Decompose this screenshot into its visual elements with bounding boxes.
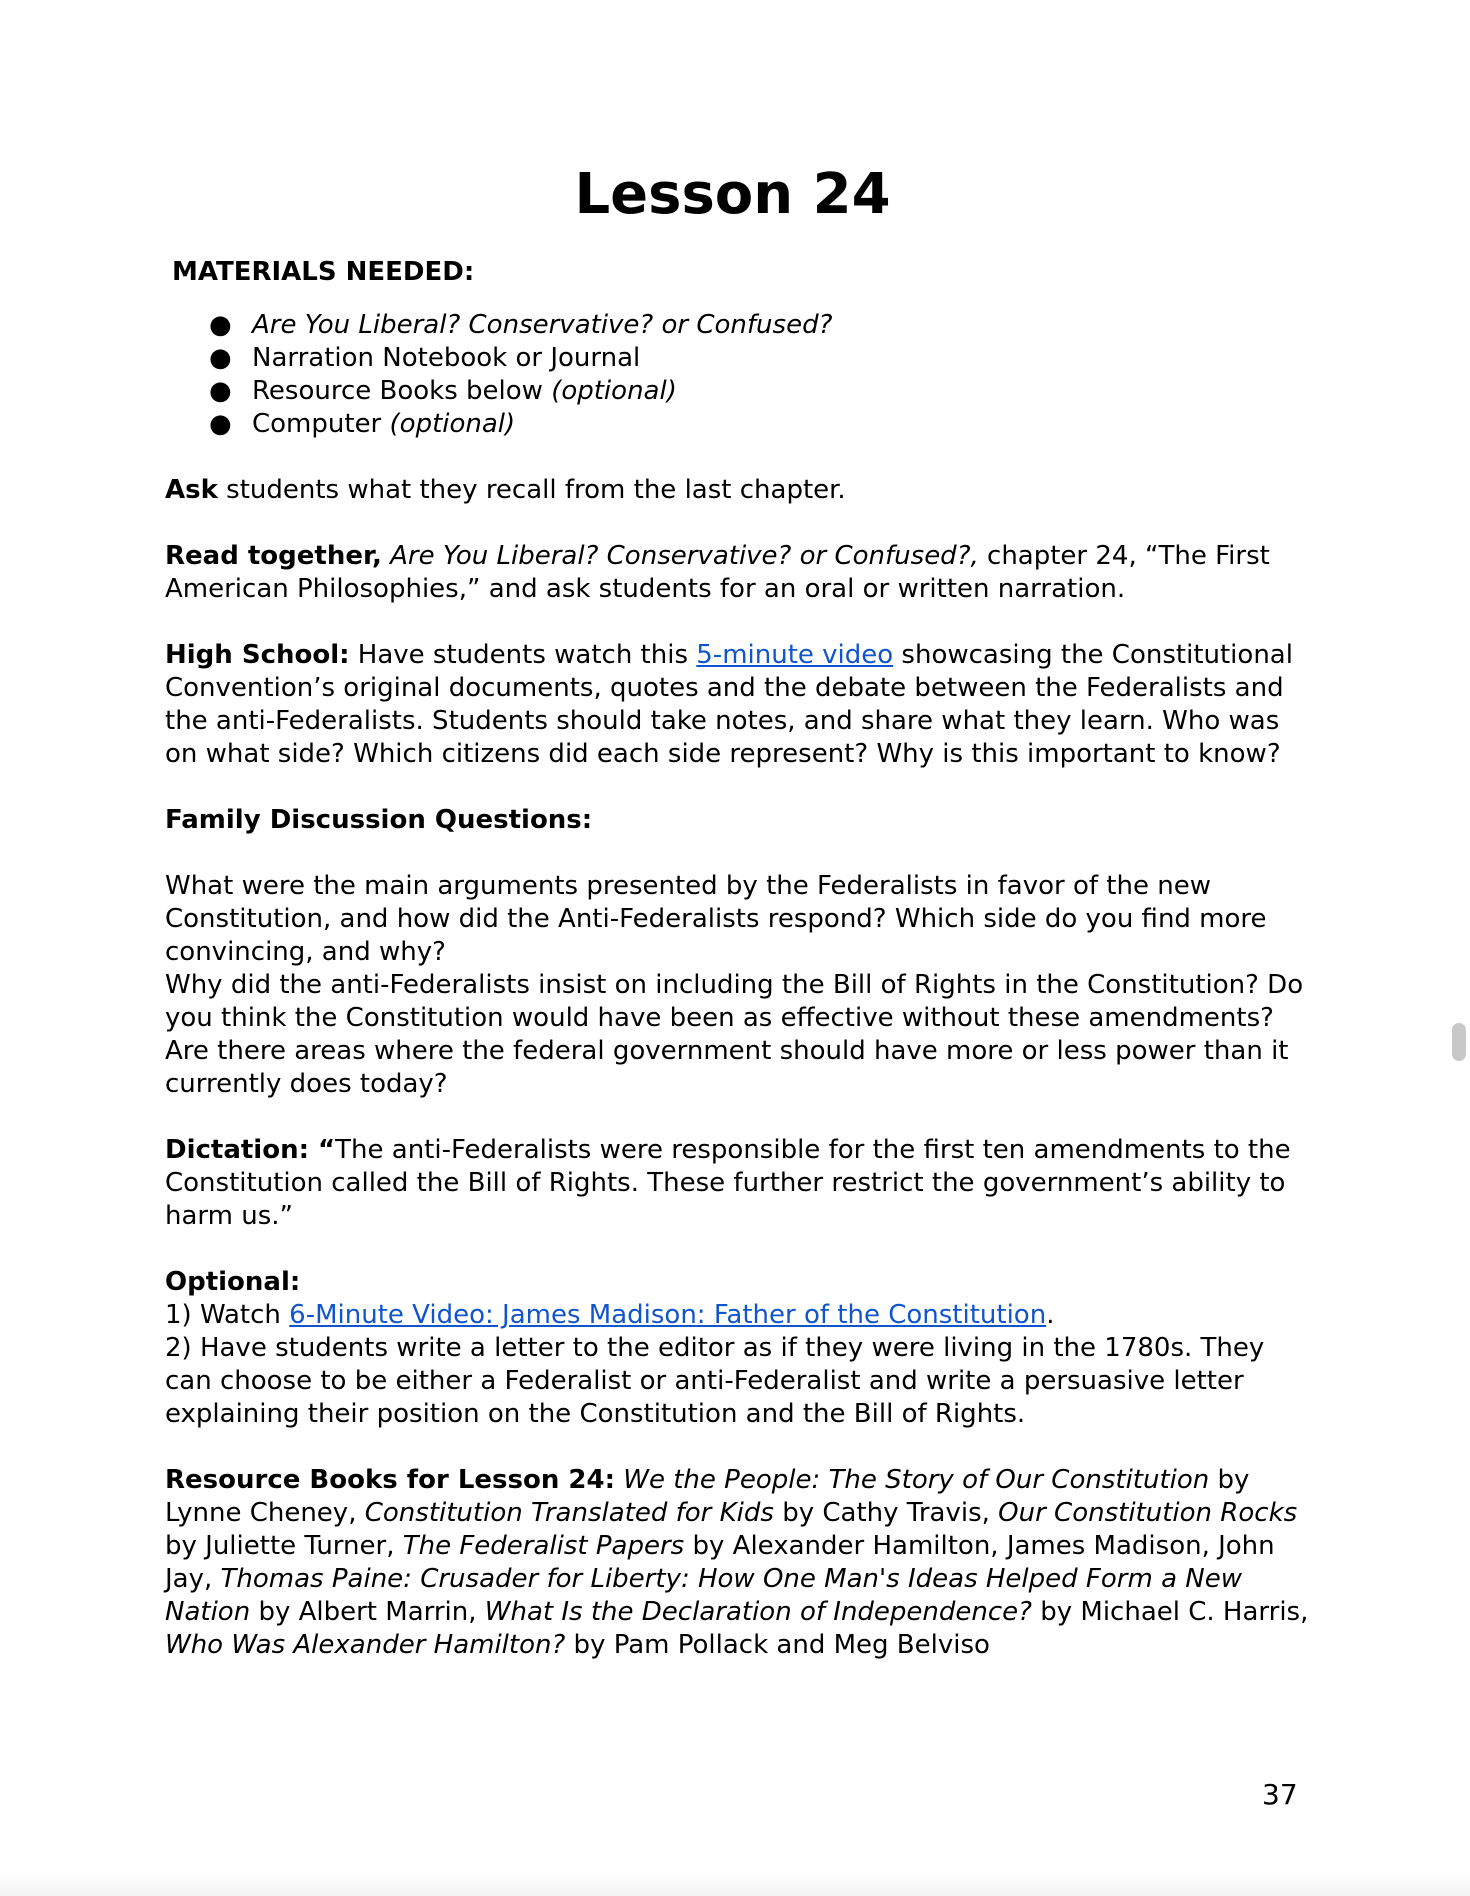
materials-list: [165, 309, 1315, 441]
ask-text: students what they recall from the last chapter.: [217, 475, 846, 505]
material-note: (optional): [551, 376, 677, 406]
material-note: (optional): [389, 409, 516, 439]
list-item: [165, 342, 1315, 375]
list-item: [165, 375, 1315, 408]
bullet-icon: ●: [209, 310, 232, 340]
optional-label: Optional:: [165, 1267, 301, 1297]
list-item: [165, 309, 1315, 342]
read-book-title: Are You Liberal? Conservative? or Confused?,: [381, 541, 979, 571]
optional-item-1-pre: 1) Watch: [165, 1300, 290, 1330]
page-content: [165, 160, 1315, 1695]
book-title: Thomas Paine: Crusader for Liberty: How One Man's Ideas Helped Form a New Nation: [165, 1564, 1242, 1627]
resources-paragraph: [165, 1464, 1315, 1662]
ask-label: Ask: [165, 475, 218, 505]
dictation-label: Dictation: “: [165, 1135, 336, 1165]
book-author: by Albert Marrin,: [250, 1597, 485, 1627]
book-author: by Alexander Hamilton, James Madison, John Jay,: [165, 1531, 1275, 1594]
optional-paragraph: [165, 1266, 1315, 1431]
read-label: Read together,: [165, 541, 382, 571]
discussion-questions: [165, 870, 1315, 1101]
materials-heading: MATERIALS NEEDED:: [172, 257, 475, 287]
book-title: Our Constitution Rocks: [998, 1498, 1298, 1528]
book-title: We the People: The Story of Our Constitution: [615, 1465, 1210, 1495]
book-title: Who Was Alexander Hamilton?: [165, 1630, 566, 1660]
discussion-label: Family Discussion Questions:: [165, 805, 593, 835]
bullet-icon: ●: [209, 343, 232, 373]
list-item: [165, 408, 1315, 441]
book-title: Constitution Translated for Kids: [364, 1498, 774, 1528]
book-author: by Juliette Turner,: [165, 1531, 403, 1561]
high-school-paragraph: [165, 639, 1315, 771]
bullet-icon: ●: [209, 409, 232, 439]
bottom-edge: [0, 1872, 1470, 1896]
book-author: by Lynne Cheney,: [165, 1465, 1250, 1528]
high-school-pre: Have students watch this: [349, 640, 697, 670]
material-text: Computer: [252, 409, 390, 439]
optional-item-2: 2) Have students write a letter to the editor as if they were living in the 1780s. They can choose to be either a Federalist or anti-Federalist and write a persuasive letter explaining their position on the Constitution and the Bill of Rights.: [165, 1333, 1265, 1429]
material-text: Are You Liberal? Conservative? or Confused?: [252, 310, 833, 340]
ask-paragraph: [165, 474, 1315, 507]
discussion-question: What were the main arguments presented by the Federalists in favor of the new Constitution, and how did the Anti-Federalists respond? Which side do you find more convincing, and why?: [165, 871, 1267, 967]
discussion-question: Are there areas where the federal government should have more or less power than it currently does today?: [165, 1036, 1289, 1099]
material-text: Narration Notebook or Journal: [252, 343, 641, 373]
discussion-question: Why did the anti-Federalists insist on including the Bill of Rights in the Constitution? Do you think the Constitution would have been as effective without these amendments?: [165, 970, 1304, 1033]
high-school-label: High School:: [165, 640, 350, 670]
book-title: What Is the Declaration of Independence?: [484, 1597, 1032, 1627]
book-author: by Michael C. Harris,: [1031, 1597, 1309, 1627]
book-author: by Cathy Travis,: [773, 1498, 999, 1528]
page-number: 37: [1262, 1778, 1298, 1811]
scrollbar-thumb[interactable]: [1452, 1023, 1466, 1061]
dictation-text: The anti-Federalists were responsible for the first ten amendments to the Constitution called the Bill of Rights. These further restrict the government’s ability to harm us.”: [165, 1135, 1291, 1231]
book-author: by Pam Pollack and Meg Belviso: [565, 1630, 990, 1660]
page-title: Lesson 24: [574, 162, 891, 227]
bullet-icon: ●: [209, 376, 232, 406]
video-link[interactable]: 5-minute video: [696, 640, 894, 670]
resources-label: Resource Books for Lesson 24:: [165, 1465, 615, 1495]
read-text: chapter 24, “The First American Philosophies,” and ask students for an oral or written narration.: [165, 541, 1270, 604]
book-title: The Federalist Papers: [402, 1531, 685, 1561]
read-paragraph: [165, 540, 1315, 606]
high-school-post: showcasing the Constitutional Convention’s original documents, quotes and the debate between the Federalists and the anti-Federalists. Students should take notes, and share what they learn. Who was on what side? Which citizens did each side represent? Why is this important to know?: [165, 640, 1293, 769]
dictation-paragraph: [165, 1134, 1315, 1233]
madison-video-link[interactable]: 6-Minute Video: James Madison: Father of the Constitution: [289, 1300, 1047, 1330]
discussion-heading: [165, 804, 1315, 837]
optional-item-1-post: .: [1046, 1300, 1055, 1330]
material-text: Resource Books below: [252, 376, 552, 406]
